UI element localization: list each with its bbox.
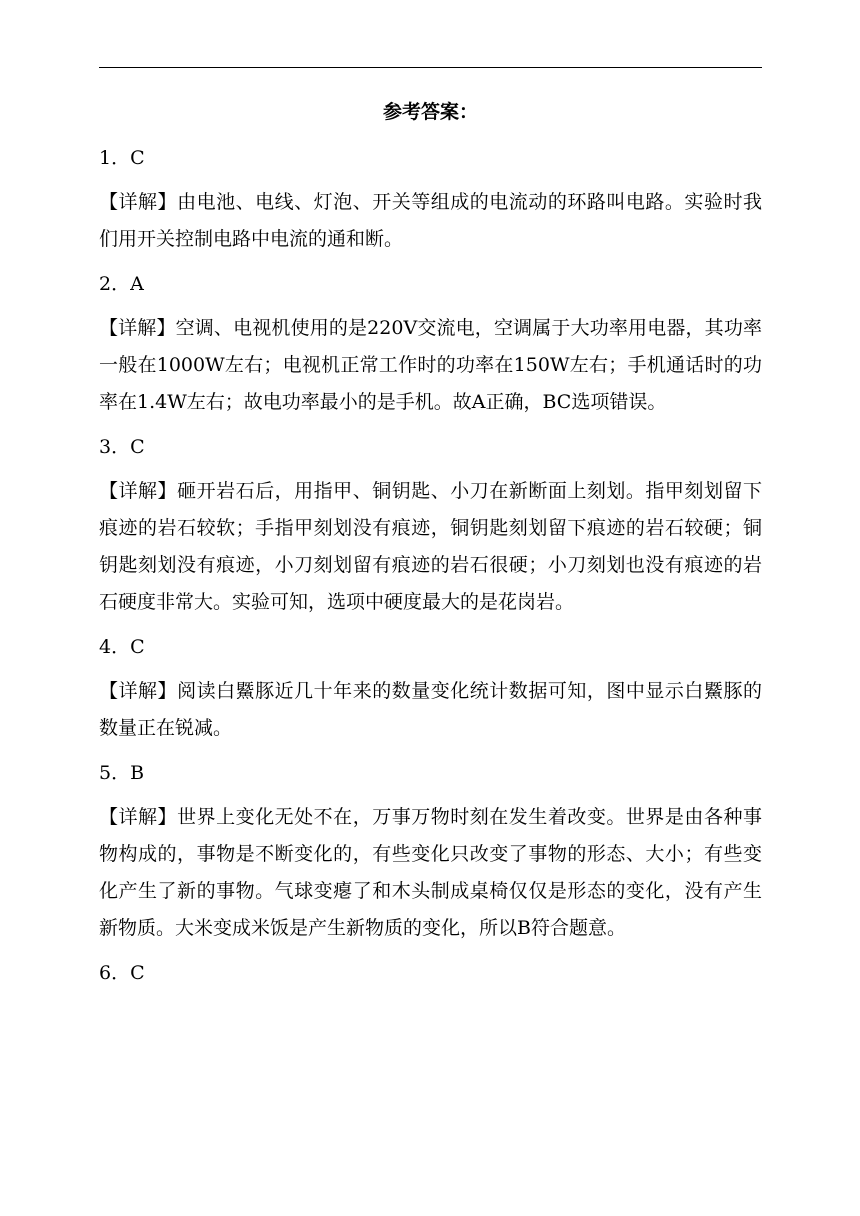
header-rule — [99, 67, 762, 68]
answer-number-1: 1．C — [99, 147, 145, 169]
answer-list — [99, 142, 762, 999]
explanation-label: 【详解】 — [99, 191, 178, 213]
explanation-text: 砸开岩石后，用指甲、铜钥匙、小刀在新断面上刻划。指甲刻划留下痕迹的岩石较软；手指甲刻划没有痕迹，铜钥匙刻划留下痕迹的岩石较硬；铜钥匙刻划没有痕迹，小刀刻划留有痕迹的岩石很硬；小刀刻划也没有痕迹的岩石硬度非常大。实验可知，选项中硬度最大的是花岗岩。 — [99, 480, 762, 613]
explanation-label: 【详解】 — [99, 317, 176, 339]
answer-explanation-4 — [99, 673, 762, 747]
explanation-text: 由电池、电线、灯泡、开关等组成的电流动的环路叫电路。实验时我们用开关控制电路中电流的通和断。 — [99, 191, 762, 250]
answer-key-title: 参考答案： — [382, 101, 478, 123]
answer-number-4: 4．C — [99, 636, 145, 658]
answer-explanation-3 — [99, 473, 762, 621]
answer-number-5: 5．B — [99, 762, 145, 784]
explanation-label: 【详解】 — [99, 680, 178, 702]
answer-number-3: 3．C — [99, 436, 145, 458]
answer-explanation-1 — [99, 184, 762, 258]
answer-explanation-2 — [99, 310, 762, 421]
explanation-label: 【详解】 — [99, 806, 178, 828]
explanation-text: 世界上变化无处不在，万事万物时刻在发生着改变。世界是由各种事物构成的，事物是不断变化的，有些变化只改变了事物的形态、大小；有些变化产生了新的事物。气球变瘪了和木头制成桌椅仅仅是形态的变化，没有产生新物质。大米变成米饭是产生新物质的变化，所以B符合题意。 — [99, 806, 762, 939]
answer-explanation-5 — [99, 799, 762, 947]
explanation-text: 阅读白鱀豚近几十年来的数量变化统计数据可知，图中显示白鱀豚的数量正在锐减。 — [99, 680, 762, 739]
answer-number-6: 6．C — [99, 962, 145, 984]
answer-number-2: 2．A — [99, 273, 144, 295]
explanation-label: 【详解】 — [99, 480, 178, 502]
explanation-text: 空调、电视机使用的是220V交流电，空调属于大功率用电器，其功率一般在1000W左右；电视机正常工作时的功率在150W左右；手机通话时的功率在1.4W左右；故电功率最小的是手机。故A正确，BC选项错误。 — [99, 317, 762, 413]
